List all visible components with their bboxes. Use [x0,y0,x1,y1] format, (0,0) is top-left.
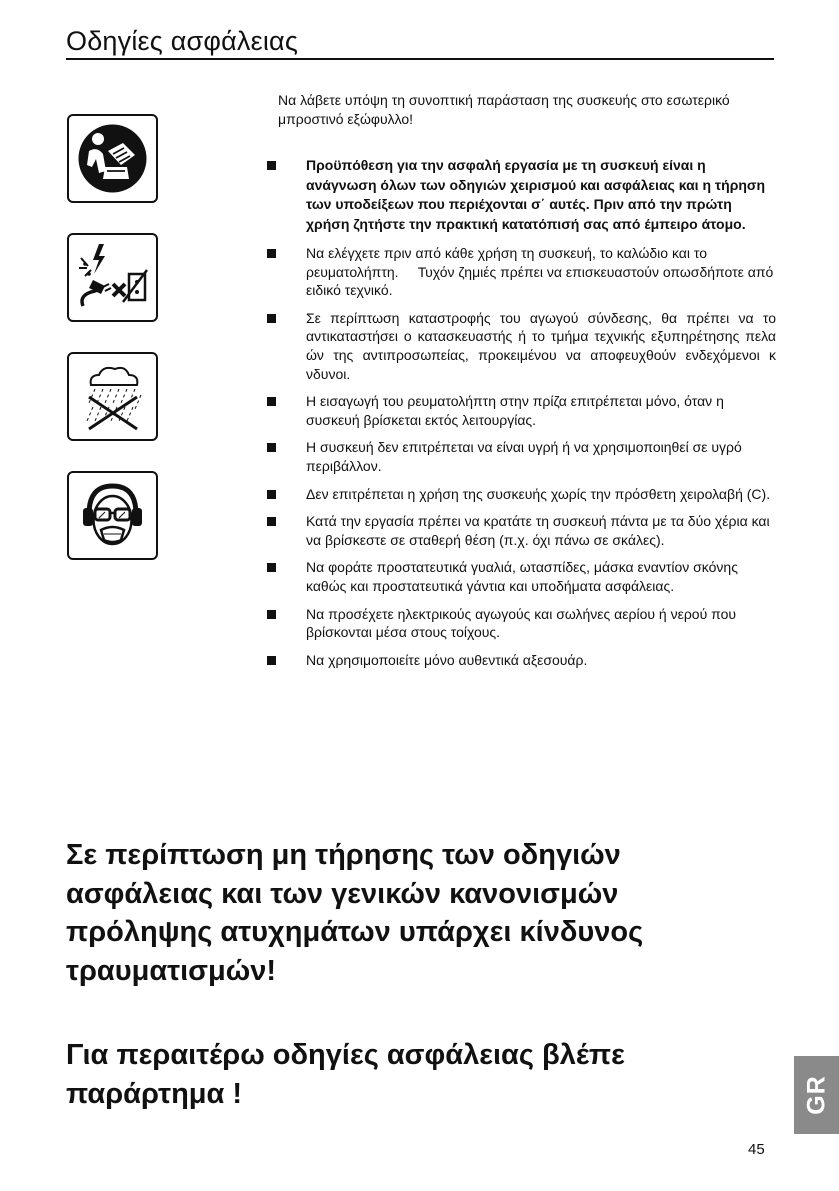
injury-warning: Σε περίπτωση μη τήρησης των οδηγιών ασφάλειας και των γενικών κανονισμών πρόληψης ατυχημάτων υπάρχει κίνδυνος τραυματισμών! [66,839,644,987]
list-item [264,651,776,670]
list-item-text: Η εισαγωγή του ρευματολήπτη στην πρίζα επιτρέπεται μόνο, όταν η συσκευή βρίσκεται εκτός λειτουργίας. [306,393,724,428]
list-item-text: Να προσέχετε ηλεκτρικούς αγωγούς και σωλήνες αερίου ή νερού που βρίσκονται μέσα στους τοίχους. [306,605,737,641]
list-item-text: Κατά την εργασία πρέπει να κρατάτε τη συσκευή πάντα με τα δύο χέρια και να βρίσκεστε σε σταθερή θέση (π.χ. όχι πάνω σε σκάλες). [306,513,770,548]
title-rule [66,58,774,60]
bullet-square-icon [267,656,276,665]
list-item [264,244,776,300]
list-item-text: Δεν επιτρέπεται η χρήση της συσκευής χωρίς την πρόσθετη χειρολαβή (C). [306,485,771,502]
list-item-text: Σε περίπτωση καταστροφής του αγωγού σύνδεσης, θα πρέπει να το αντικαταστήσει ο κατασκευαστής ή το τμήμα τεχνικής εξυπηρέτησης πελα ών της αντιπροσωπείας, προκειμένου να αποφευχθούν ενδεχόμενοι κ νδυνοι. [306,309,776,382]
read-manual-icon [75,121,150,196]
bullet-square-icon [267,610,276,619]
list-item [264,605,776,642]
wear-protection-icon-box [67,471,158,560]
no-rain-icon-box [67,352,158,441]
cable-damage-icon-box [67,233,158,322]
bullet-square-icon [267,397,276,406]
bullet-square-icon [267,443,276,452]
cable-damage-unplug-icon [75,240,150,315]
list-item-text: Να ελέγχετε πριν από κάθε χρήση τη συσκευή, το καλώδιο και το ρευματολήπτη. Τυχόν ζημιές πρέπει να επισκευαστούν οπωσδήποτε από ειδικό τεχνικό. [306,245,778,299]
bullet-square-icon [267,314,276,323]
list-item [264,309,776,383]
list-item [264,392,776,429]
list-item [264,512,776,549]
language-tab [794,1056,839,1134]
bullet-square-icon [267,490,276,499]
list-item-text: Η συσκευή δεν επιτρέπεται να είναι υγρή ή να χρησιμοποιηθεί σε υγρό περιβάλλον. [306,439,742,474]
list-item [264,558,776,595]
safety-instructions-list [264,156,776,678]
bullet-square-icon [267,517,276,526]
list-item-text: Προϋπόθεση για την ασφαλή εργασία με τη συσκευή είναι η ανάγνωση όλων των οδηγιών χειρισμού και ασφάλειας και η τήρηση των υποδείξεων που περιέχονται σ΄ αυτές. Πριν από την πρώτη χρήση ζητήστε την πρακτική κατατόπισή σας από έμπειρο άτομο. [306,157,766,232]
page-number: 45 [748,1141,765,1158]
list-item [264,485,776,504]
page-title: Οδηγίες ασφάλειας [66,26,299,56]
read-manual-icon-box [67,114,158,203]
list-item-text: Να χρησιμοποιείτε μόνο αυθεντικά αξεσουάρ. [306,651,588,668]
wear-protection-icon [75,478,150,553]
bullet-square-icon [267,161,276,170]
list-item [264,438,776,475]
bullet-square-icon [267,249,276,258]
no-rain-icon [75,359,150,434]
list-item-text: Να φοράτε προστατευτικά γυαλιά, ωτασπίδες, μάσκα εναντίον σκόνης καθώς και προστατευτικά γάντια και υποδήματα ασφάλειας. [306,559,738,594]
list-item [264,156,776,234]
bullet-square-icon [267,563,276,572]
language-tab-label: GR [802,1075,830,1115]
intro-text: Να λάβετε υπόψη τη συνοπτική παράσταση της συσκευής στο εσωτερικό μπροστινό εξώφυλλο! [278,92,730,127]
further-instructions-note: Για περαιτέρω οδηγίες ασφάλειας βλέπε παράρτημα ! [66,1039,625,1110]
